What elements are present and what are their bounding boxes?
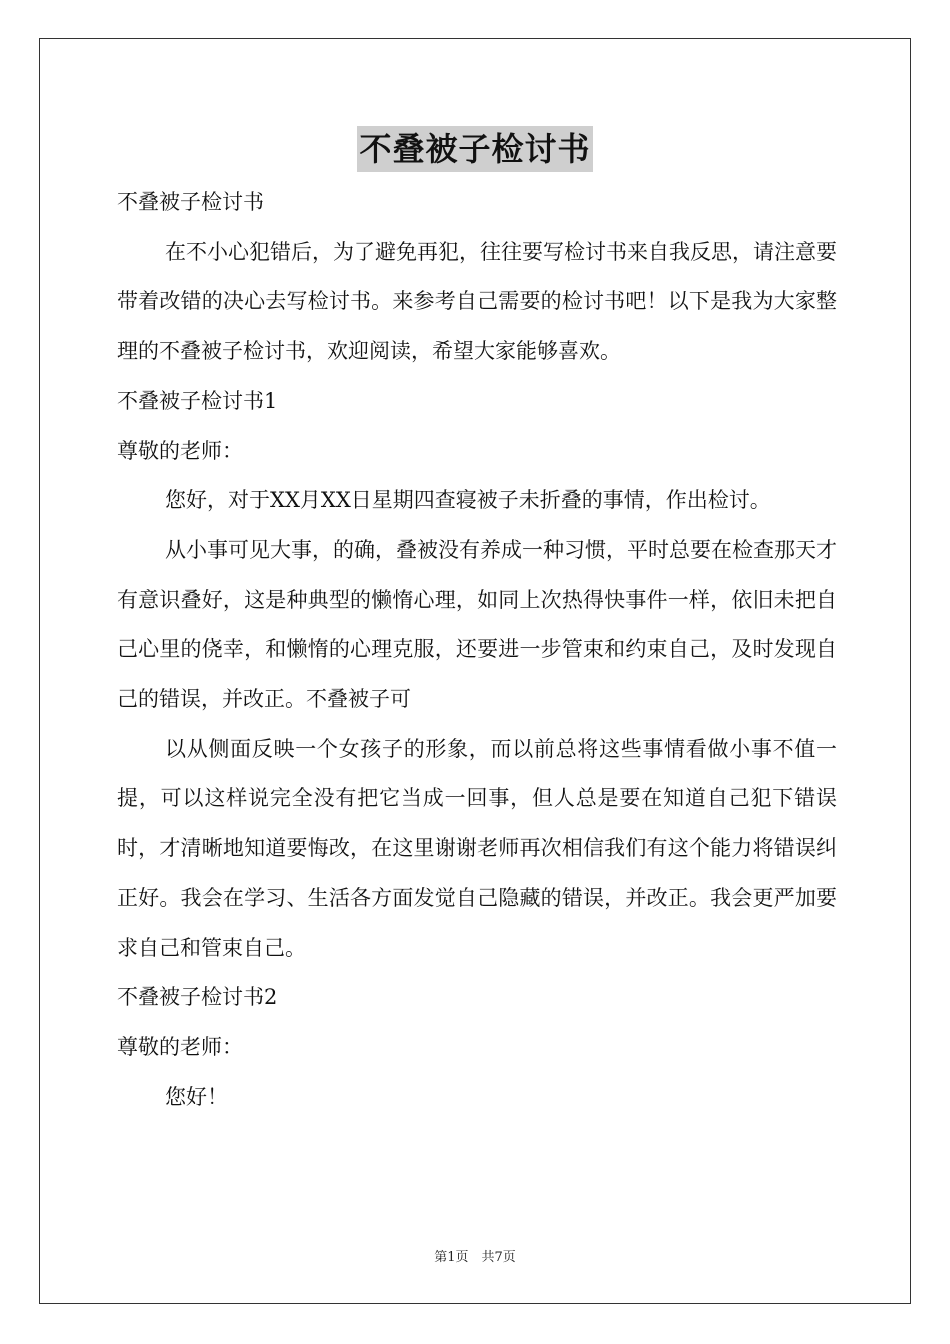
section-heading-2: 不叠被子检讨书2	[117, 985, 278, 1010]
document-body	[117, 178, 837, 1122]
intro-paragraph: 在不小心犯错后，为了避免再犯，往往要写检讨书来自我反思，请注意要带着改错的决心去写检讨书。来参考自己需要的检讨书吧！以下是我为大家整理的不叠被子检讨书，欢迎阅读，希望大家能够喜欢。	[117, 239, 837, 364]
salutation-1: 尊敬的老师：	[117, 438, 243, 463]
body-paragraph-1: 从小事可见大事，的确，叠被没有养成一种习惯，平时总要在检查那天才有意识叠好，这是种典型的懒惰心理，如同上次热得快事件一样，依旧未把自己心里的侥幸，和懒惰的心理克服，还要进一步管束和约束自己，及时发现自己的错误，并改正。不叠被子可	[117, 537, 837, 712]
salutation-2: 尊敬的老师：	[117, 1034, 243, 1059]
subtitle-paragraph: 不叠被子检讨书	[117, 190, 264, 214]
title-container	[0, 126, 950, 172]
page-footer	[0, 1246, 950, 1265]
body-paragraph-2: 以从侧面反映一个女孩子的形象，而以前总将这些事情看做小事不值一提，可以这样说完全没有把它当成一回事，但人总是要在知道自己犯下错误时，才清晰地知道要悔改，在这里谢谢老师再次相信我们有这个能力将错误纠正好。我会在学习、生活各方面发觉自己隐藏的错误，并改正。我会更严加要求自己和管束自己。	[117, 736, 837, 960]
page-number: 第1页 共7页	[434, 1250, 516, 1265]
greeting-paragraph-2: 您好！	[165, 1084, 228, 1109]
document-title: 不叠被子检讨书	[357, 126, 592, 172]
section-heading-1: 不叠被子检讨书1	[117, 388, 278, 413]
greeting-paragraph-1: 您好，对于XX月XX日星期四查寝被子未折叠的事情，作出检讨。	[165, 488, 771, 513]
